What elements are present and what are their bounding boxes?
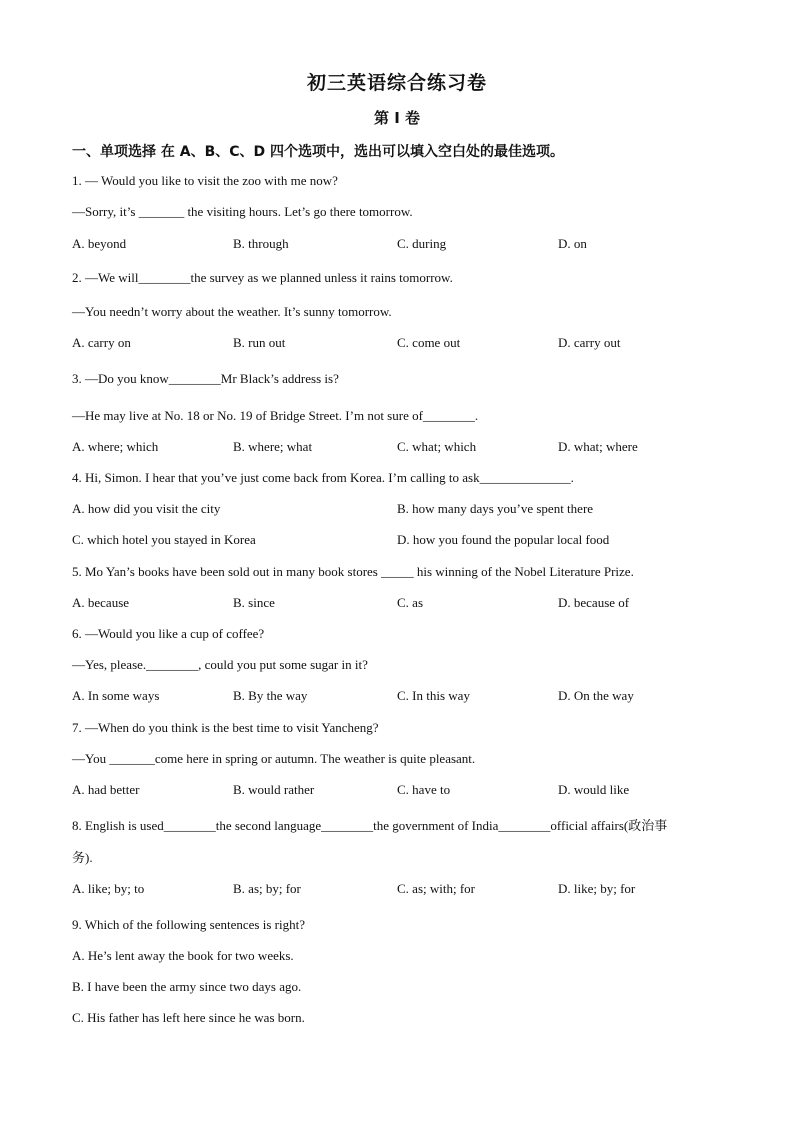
question-2-option-a: A. carry on [72, 335, 131, 350]
question-9-option-c: C. His father has left here since he was born. [72, 1010, 305, 1025]
question-7-line-2: —You _______come here in spring or autumn. The weather is quite pleasant. [72, 751, 476, 766]
question-6-option-a: A. In some ways [72, 688, 160, 703]
question-8-option-d: D. like; by; for [558, 881, 636, 896]
question-1-option-d: D. on [558, 236, 587, 251]
question-3-stem: 3. —Do you know________Mr Black’s address is? [72, 371, 339, 386]
question-1-stem: 1. — Would you like to visit the zoo with me now? [72, 173, 338, 188]
question-1-option-b: B. through [233, 236, 289, 251]
question-3-option-d: D. what; where [558, 439, 638, 454]
question-2-option-b: B. run out [233, 335, 286, 350]
question-7-option-a: A. had better [72, 782, 140, 797]
question-2-option-c: C. come out [397, 335, 461, 350]
section-heading: 一、单项选择 在 A、B、C、D 四个选项中，选出可以填入空白处的最佳选项。 [72, 144, 565, 160]
question-3-option-b: B. where; what [233, 439, 313, 454]
question-7-option-b: B. would rather [233, 782, 315, 797]
question-9-option-a: A. He’s lent away the book for two weeks. [72, 948, 294, 963]
question-6-line-2: —Yes, please.________, could you put some sugar in it? [72, 657, 368, 672]
question-3-option-a: A. where; which [72, 439, 159, 454]
question-4-option-d: D. how you found the popular local food [397, 532, 610, 547]
question-6-option-d: D. On the way [558, 688, 634, 703]
question-3-line-2: —He may live at No. 18 or No. 19 of Bridge Street. I’m not sure of________. [72, 408, 479, 423]
question-8-stem: 8. English is used________the second language________the government of India________official affairs(政治事 [72, 818, 668, 833]
question-1-line-2: —Sorry, it’s _______ the visiting hours. Let’s go there tomorrow. [72, 204, 413, 219]
question-9-stem: 9. Which of the following sentences is right? [72, 917, 305, 932]
question-4-option-b: B. how many days you’ve spent there [397, 501, 594, 516]
question-7-option-d: D. would like [558, 782, 630, 797]
question-9-option-b: B. I have been the army since two days ago. [72, 979, 302, 994]
question-7-option-c: C. have to [397, 782, 451, 797]
question-4-option-a: A. how did you visit the city [72, 501, 221, 516]
question-2-line-2: —You needn’t worry about the weather. It’s sunny tomorrow. [72, 304, 392, 319]
question-5-option-c: C. as [397, 595, 423, 610]
question-5-stem: 5. Mo Yan’s books have been sold out in many book stores _____ his winning of the Nobel Literature Prize. [72, 564, 634, 579]
question-6-option-c: C. In this way [397, 688, 470, 703]
question-4-option-c: C. which hotel you stayed in Korea [72, 532, 256, 547]
question-8-option-c: C. as; with; for [397, 881, 475, 896]
question-2-stem: 2. —We will________the survey as we planned unless it rains tomorrow. [72, 270, 453, 285]
question-2-option-d: D. carry out [558, 335, 621, 350]
question-6-stem: 6. —Would you like a cup of coffee? [72, 626, 265, 641]
page-title: 初三英语综合练习卷 [306, 72, 487, 94]
question-1-option-c: C. during [397, 236, 447, 251]
question-1-option-a: A. beyond [72, 236, 127, 251]
section-subtitle: 第 I 卷 [373, 109, 421, 127]
question-5-option-b: B. since [233, 595, 275, 610]
question-5-option-a: A. because [72, 595, 130, 610]
question-8-option-a: A. like; by; to [72, 881, 145, 896]
question-4-stem: 4. Hi, Simon. I hear that you’ve just come back from Korea. I’m calling to ask______________. [72, 470, 574, 485]
question-6-option-b: B. By the way [233, 688, 308, 703]
question-3-option-c: C. what; which [397, 439, 477, 454]
question-8-option-b: B. as; by; for [233, 881, 301, 896]
question-8-line-2: 务). [72, 850, 93, 865]
question-7-stem: 7. —When do you think is the best time to visit Yancheng? [72, 720, 379, 735]
question-5-option-d: D. because of [558, 595, 630, 610]
